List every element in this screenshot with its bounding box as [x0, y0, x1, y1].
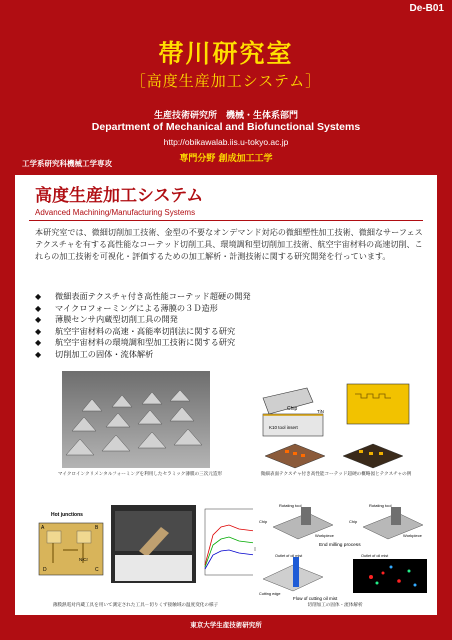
bullet-diamond-icon: ◆ — [35, 326, 42, 336]
bullet-diamond-icon: ◆ — [35, 303, 42, 313]
label-rotating-tool-left: Rotating tool — [279, 503, 302, 508]
list-item-text: 航空宇宙材料の高速・高能率切削法に関する研究 — [55, 325, 236, 336]
bullet-diamond-icon: ◆ — [35, 349, 42, 359]
label-k10-insert: K10 tool insert — [269, 425, 298, 430]
label-workpiece-left: Workpiece — [315, 533, 334, 538]
department-english: Department of Mechanical and Biofunctional Systems — [91, 121, 361, 133]
footer-institution: 東京大学生産技術研究所 — [190, 621, 262, 629]
figure-3-caption: 薄膜熱電対内蔵工具を用いて測定された工具－切りくず接触域の温度変化の様子 — [52, 603, 219, 608]
list-item-text: 航空宇宙材料の環境調和型加工技術に関する研究 — [55, 337, 236, 347]
label-outlet-left: Outlet of oil mist — [275, 554, 303, 558]
graduate-major: 工学系研究科機械工学専攻 — [22, 159, 112, 168]
label-end-milling: End milling process — [319, 543, 361, 547]
bullet-diamond-icon: ◆ — [35, 315, 42, 324]
label-outlet-right: Outlet of oil mist — [361, 554, 389, 558]
label-rotating-tool-right: Rotating tool — [369, 503, 392, 508]
figure-4-caption: 切削加工の固体・流体解析 — [307, 603, 363, 608]
list-item — [35, 326, 335, 338]
list-item — [35, 349, 335, 361]
section-divider — [29, 220, 423, 221]
label-workpiece-right: Workpiece — [403, 533, 422, 538]
list-item-text: マイクロフォーミングによる薄膜の３Ｄ造形 — [55, 302, 218, 313]
label-chip-right: Chip — [349, 519, 358, 524]
lab-title: 帯川研究室 — [158, 39, 294, 68]
list-item-text: 微細表面テクスチャ付き高性能コーテッド超硬の開発 — [55, 291, 251, 301]
section-subtitle: Advanced Machining/Manufacturing Systems — [35, 208, 196, 217]
figure-cutting-photo — [111, 505, 196, 583]
list-item-text: 切削加工の固体・流体解析 — [55, 348, 154, 359]
label-nicr: NiCr — [79, 557, 88, 562]
figure-2-caption: 微細表面テクスチャ付き高性能コーテッド超硬の概略図とテクスチャの例 — [260, 472, 412, 477]
figure-temperature-graph — [199, 505, 259, 583]
label-a: A — [41, 525, 45, 531]
figure-micro-forming-sem — [62, 371, 210, 468]
lab-subtitle: ［高度生産加工システム］ — [130, 72, 322, 90]
list-item — [35, 337, 335, 349]
label-b: B — [95, 525, 99, 531]
bullet-diamond-icon: ◆ — [35, 292, 42, 301]
intro-paragraph: 本研究室では、微細切削加工技術、金型の不要なオンデマンド対応の微細塑性加工技術、微細なサーフェステクスチャを有する高性能なコーテッド切削工具、環境調和型切削加工技術、航空宇宙材料の高速切削、これらの加工技術を可視化・評価するための加工解析・計測技術に関する研究開発を行っています。 — [35, 227, 423, 261]
list-item — [35, 314, 335, 326]
specialty-field: 専門分野 創成加工工学 — [179, 154, 273, 164]
lab-url[interactable]: http://obikawalab.iis.u-tokyo.ac.jp — [163, 137, 289, 147]
label-chip: Chip — [287, 406, 298, 412]
section-title: 高度生産加工システム — [35, 186, 204, 206]
figure-coated-tool-schematic — [255, 380, 415, 476]
label-c: C — [95, 567, 99, 573]
label-cutting-edge: Cutting edge — [259, 592, 281, 596]
department-japanese: 生産技術研究所 機械・生体系部門 — [153, 111, 298, 121]
figure-oil-mist-flow — [253, 551, 431, 601]
list-item — [35, 303, 335, 315]
label-chip-left: Chip — [259, 519, 268, 524]
label-d: D — [43, 567, 47, 573]
document-id: De-B01 — [409, 3, 444, 14]
label-oil-mist-flow: Flow of cutting oil mist — [293, 596, 338, 601]
research-topic-list — [35, 291, 335, 360]
figure-thermocouple-tool — [33, 505, 108, 580]
label-hot-junctions: Hot junctions — [51, 512, 83, 518]
list-item-text: 薄膜センサ内蔵型切削工具の開発 — [55, 314, 178, 324]
list-item — [35, 291, 335, 303]
figure-1-caption: マイクロインクリメンタルフォーミングを利用したセラミック薄膜の三次元造形 — [57, 472, 223, 477]
figure-end-milling-simulation — [253, 501, 431, 547]
label-tin: TiN — [317, 409, 324, 414]
bullet-diamond-icon: ◆ — [35, 338, 42, 347]
content-panel — [15, 175, 437, 615]
